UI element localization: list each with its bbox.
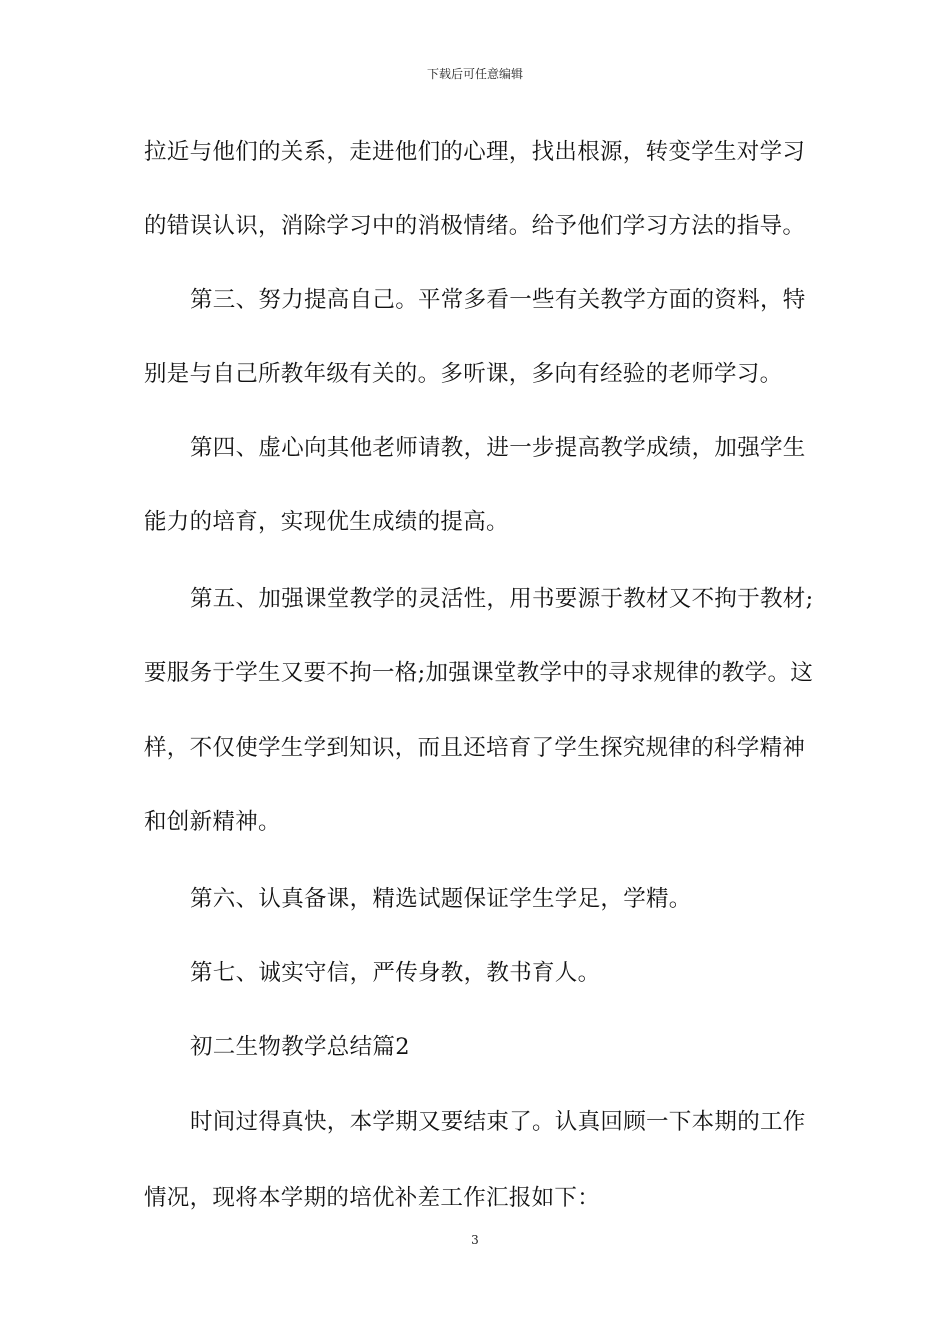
text-line: 情况，现将本学期的培优补差工作汇报如下：	[144, 1185, 601, 1211]
text-line: 和创新精神。	[144, 809, 281, 835]
text-line: 第五、加强课堂教学的灵活性，用书要源于教材又不拘于教材;	[190, 586, 814, 612]
text-line: 时间过得真快，本学期又要结束了。认真回顾一下本期的工作	[190, 1109, 806, 1135]
text-line: 拉近与他们的关系，走进他们的心理，找出根源，转变学生对学习	[144, 139, 806, 165]
text-line: 样，不仅使学生学到知识，而且还培育了学生探究规律的科学精神	[144, 735, 806, 761]
text-line: 能力的培育，实现优生成绩的提高。	[144, 509, 509, 535]
page-header: 下载后可任意编辑	[426, 67, 523, 81]
text-line: 第七、诚实守信，严传身教，教书育人。	[190, 960, 601, 986]
text-line: 第六、认真备课，精选试题保证学生学足，学精。	[190, 886, 692, 912]
section-heading: 初二生物教学总结篇2	[190, 1034, 410, 1060]
text-line: 要服务于学生又要不拘一格;加强课堂教学中的寻求规律的教学。这	[144, 660, 814, 686]
text-line: 第四、虚心向其他老师请教，进一步提高教学成绩，加强学生	[190, 435, 806, 461]
text-line: 第三、努力提高自己。平常多看一些有关教学方面的资料，特	[190, 287, 806, 313]
page-number: 3	[471, 1233, 479, 1247]
text-line: 的错误认识，消除学习中的消极情绪。给予他们学习方法的指导。	[144, 213, 806, 239]
text-line: 别是与自己所教年级有关的。多听课，多向有经验的老师学习。	[144, 361, 783, 387]
